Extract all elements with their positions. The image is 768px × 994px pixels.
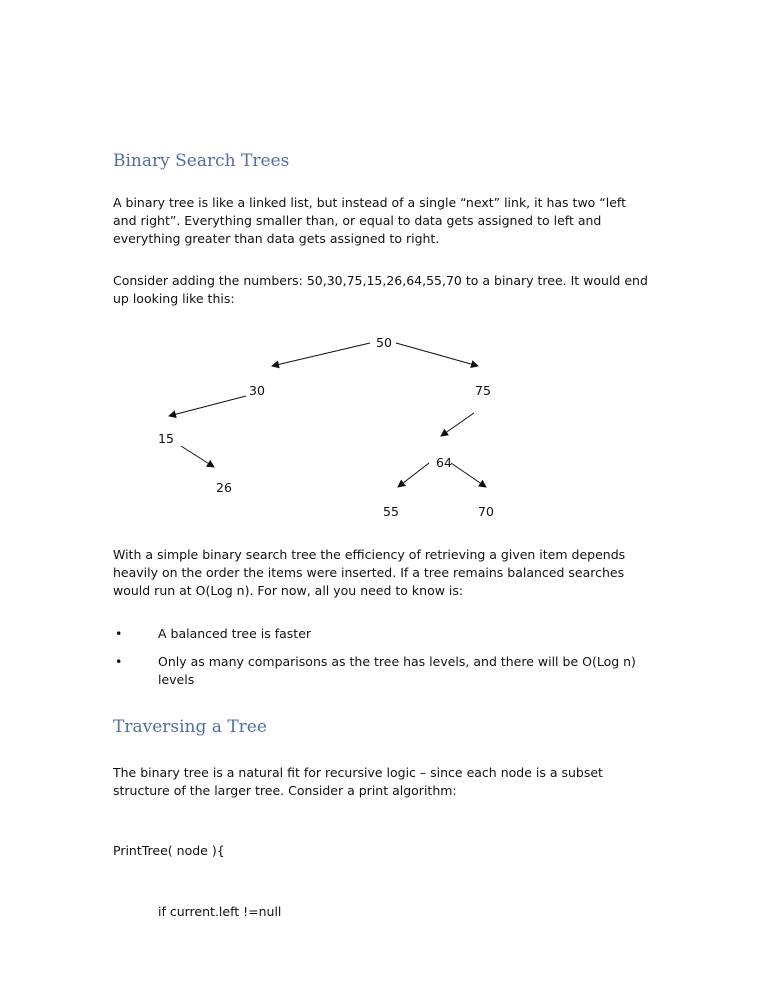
edge-30-15	[169, 396, 246, 416]
bullet-text: A balanced tree is faster	[158, 626, 312, 641]
bullet-item	[113, 653, 653, 689]
edge-64-70	[451, 463, 486, 487]
tree-node-50: 50	[376, 335, 392, 350]
bullet-dot-icon: •	[115, 654, 123, 669]
tree-node-30: 30	[249, 383, 265, 398]
tree-node-75: 75	[475, 383, 491, 398]
code-line-if-left: if current.left !=null	[158, 904, 282, 919]
tree-node-64: 64	[436, 455, 452, 470]
binary-tree-diagram	[0, 330, 768, 530]
section-title-bst: Binary Search Trees	[113, 151, 290, 171]
tree-node-70: 70	[478, 504, 494, 519]
bullet-dot-icon: •	[115, 626, 123, 641]
edge-75-64	[441, 413, 474, 436]
bullet-text: Only as many comparisons as the tree has levels, and there will be O(Log n) levels	[158, 654, 636, 687]
paragraph-bst-example: Consider adding the numbers: 50,30,75,15,26,64,55,70 to a binary tree. It would end up looking like this:	[113, 273, 648, 306]
section-title-traversing: Traversing a Tree	[113, 717, 267, 737]
edge-50-30	[272, 343, 370, 366]
tree-node-55: 55	[383, 504, 399, 519]
tree-node-26: 26	[216, 480, 232, 495]
bullet-item	[113, 625, 653, 643]
edge-64-55	[398, 463, 429, 487]
tree-node-15: 15	[158, 431, 174, 446]
paragraph-bst-intro: A binary tree is like a linked list, but instead of a single “next” link, it has two “left and right”. Everything smaller than, or equal to data gets assigned to left and everything greater than data gets assigned to right.	[113, 195, 627, 246]
paragraph-bst-efficiency: With a simple binary search tree the efficiency of retrieving a given item depends heavily on the order the items were inserted. If a tree remains balanced searches would run at O(Log n). For now, all you need to know is:	[113, 547, 626, 598]
edge-15-26	[181, 446, 214, 467]
paragraph-traverse-intro: The binary tree is a natural fit for recursive logic – since each node is a subset structure of the larger tree. Consider a print algorithm:	[113, 765, 603, 798]
code-line-printtree: PrintTree( node ){	[113, 843, 225, 858]
bullet-list	[113, 625, 653, 699]
edge-50-75	[396, 343, 478, 366]
